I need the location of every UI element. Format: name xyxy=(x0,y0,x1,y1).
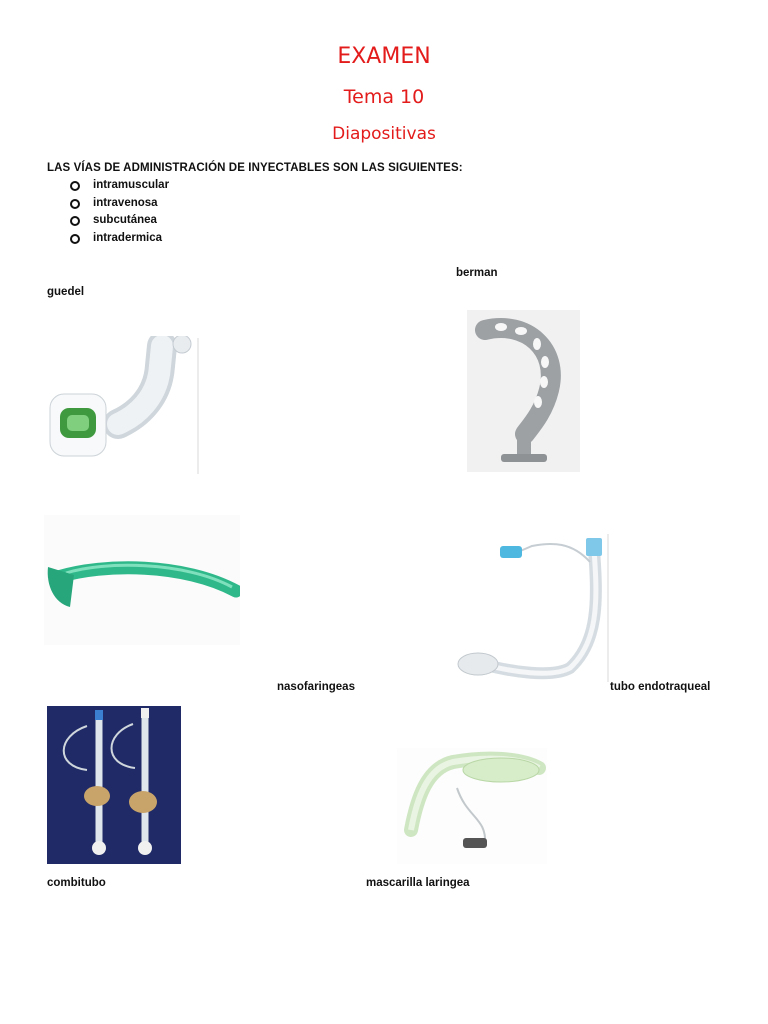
list-item: intravenosa xyxy=(70,195,169,213)
guedel-airway-image xyxy=(46,336,201,476)
bullet-icon xyxy=(70,234,80,244)
bullet-icon xyxy=(70,199,80,209)
page-title: EXAMEN xyxy=(337,44,431,69)
bullet-icon xyxy=(70,181,80,191)
endotracheal-tube-image xyxy=(452,532,612,684)
list-item: intradermica xyxy=(70,230,169,248)
label-combitubo: combitubo xyxy=(47,877,106,889)
intro-heading: LAS VÍAS DE ADMINISTRACIÓN DE INYECTABLES SON LAS SIGUIENTES: xyxy=(47,162,463,174)
label-guedel: guedel xyxy=(47,286,85,298)
routes-list xyxy=(70,177,169,247)
label-nasofaringeas: nasofaringeas xyxy=(277,681,355,693)
section-heading: Diapositivas xyxy=(332,124,436,144)
topic-subtitle: Tema 10 xyxy=(343,86,425,108)
berman-airway-image xyxy=(467,310,580,472)
list-item: intramuscular xyxy=(70,177,169,195)
nasopharyngeal-tube-image xyxy=(44,515,240,645)
label-mascarilla-laringea: mascarilla laringea xyxy=(366,877,470,889)
label-tubo-endotraqueal: tubo endotraqueal xyxy=(610,681,711,693)
label-berman: berman xyxy=(456,267,498,279)
bullet-icon xyxy=(70,216,80,226)
laryngeal-mask-image xyxy=(397,748,547,864)
combitube-image xyxy=(47,706,181,864)
list-item: subcutánea xyxy=(70,212,169,230)
